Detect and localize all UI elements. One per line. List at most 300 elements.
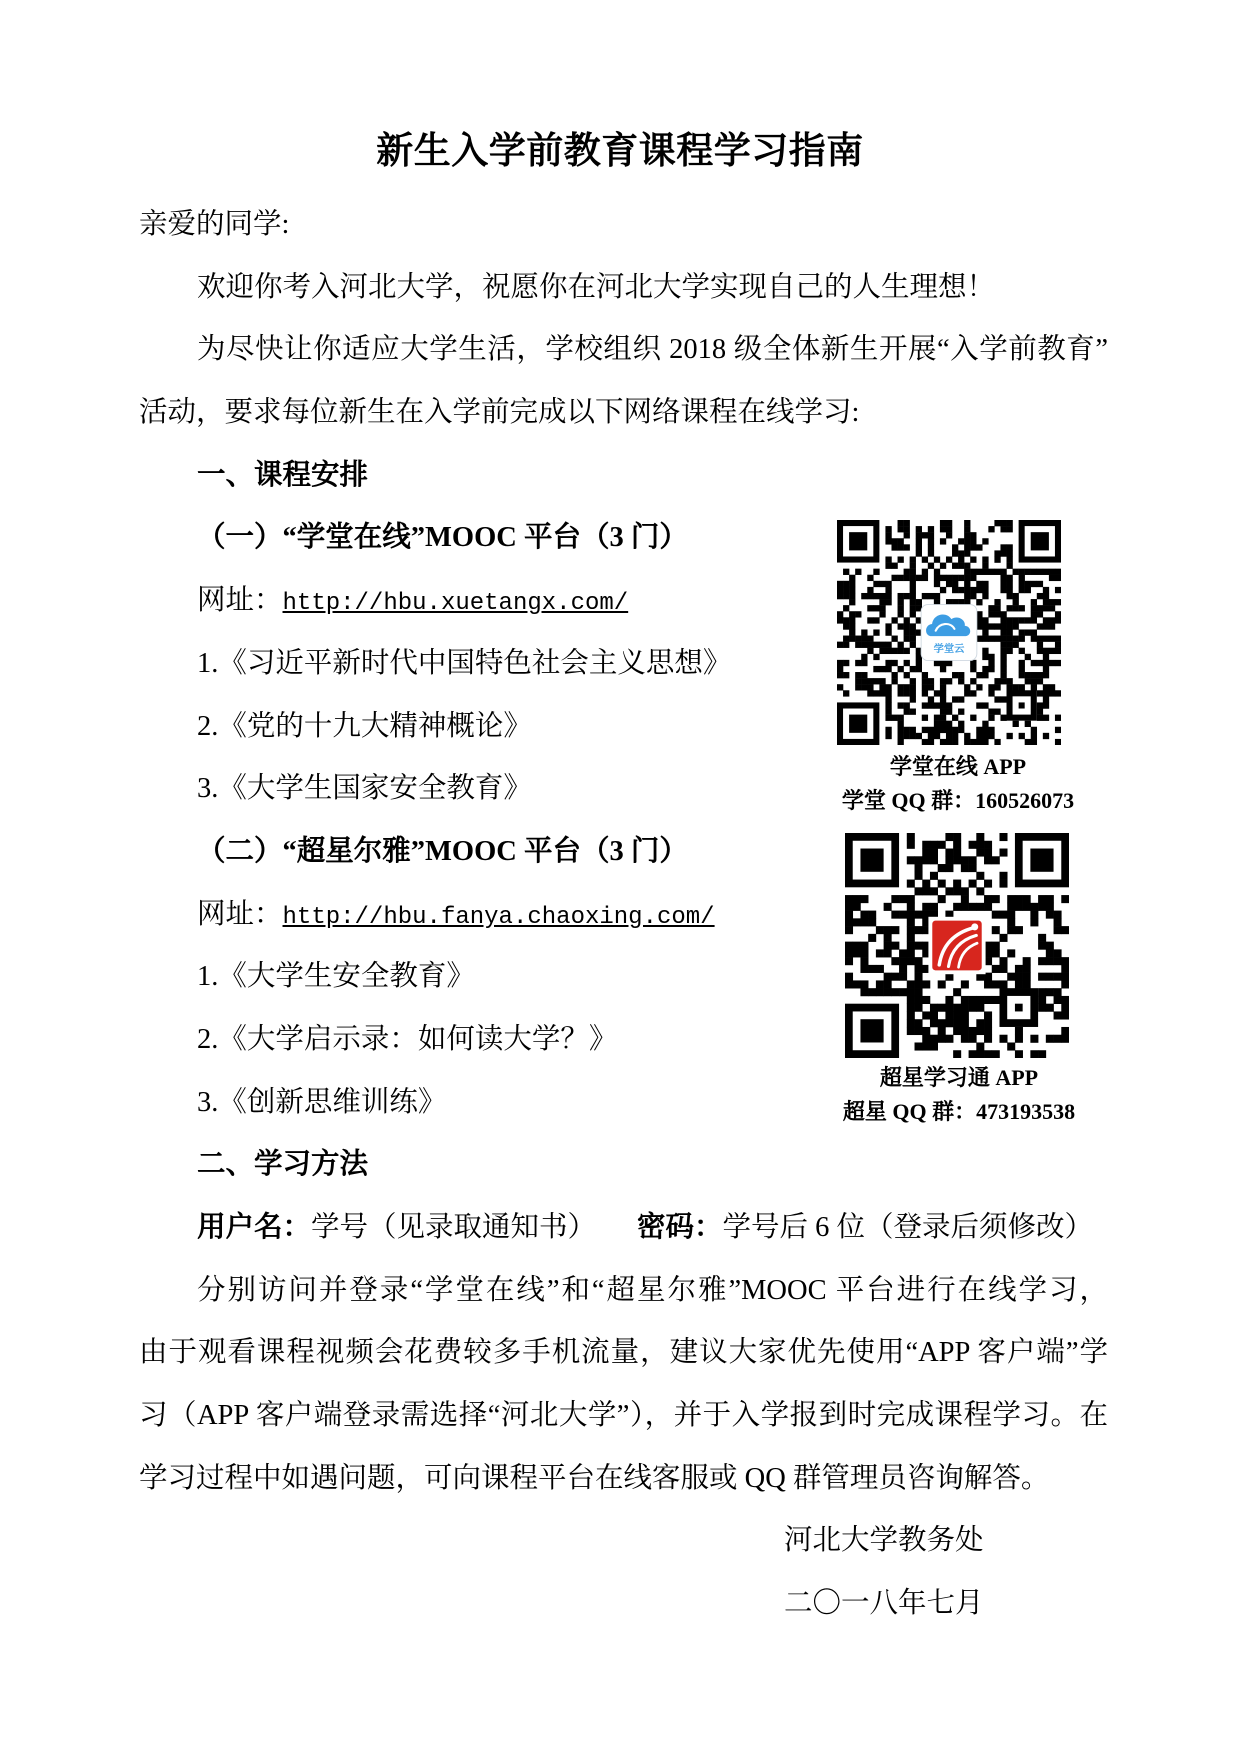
qr-module <box>1061 1027 1069 1035</box>
qr-module <box>953 1019 961 1027</box>
qr-module <box>915 957 923 965</box>
qr-module <box>867 648 873 654</box>
qr-module <box>904 660 910 666</box>
qr-module <box>953 1011 961 1019</box>
qr-module <box>934 575 940 581</box>
qr-module <box>904 569 910 575</box>
qr-module <box>922 678 928 684</box>
qr-module <box>964 569 970 575</box>
qr-module <box>928 678 934 684</box>
qr-module <box>1000 696 1006 702</box>
qr-module <box>1007 629 1013 635</box>
qr-module <box>928 733 934 739</box>
qr-module <box>873 678 879 684</box>
qr-module <box>910 563 916 569</box>
xuetangyun-cloud-logo <box>921 605 977 661</box>
qr-module <box>915 1027 923 1035</box>
qr-module <box>910 727 916 733</box>
qr-module <box>904 672 910 678</box>
qr-module <box>891 575 897 581</box>
qr-module <box>999 880 1007 888</box>
qr-module <box>904 526 910 532</box>
qr-module <box>1000 520 1006 526</box>
qr-module <box>1061 996 1069 1004</box>
qr-module <box>1019 605 1025 611</box>
qr-module <box>898 556 904 562</box>
qr-module <box>845 949 853 957</box>
qr-module <box>910 605 916 611</box>
qr-module <box>843 642 849 648</box>
qr-module <box>904 593 910 599</box>
qr-module <box>915 856 923 864</box>
qr-module <box>1000 569 1006 575</box>
qr-module <box>1019 617 1025 623</box>
qr-module <box>994 696 1000 702</box>
qr-module <box>1000 666 1006 672</box>
url-label: 网址： <box>197 585 283 617</box>
qr-module <box>976 1042 984 1050</box>
qr-module <box>853 895 861 903</box>
qr-module <box>1007 642 1013 648</box>
qr-module <box>898 623 904 629</box>
qr-module <box>1007 678 1013 684</box>
qr-module <box>1061 926 1069 934</box>
qr-module <box>930 903 938 911</box>
qr-module <box>910 684 916 690</box>
qr-module <box>1019 587 1025 593</box>
qr-module <box>907 957 915 965</box>
qr-module <box>934 569 940 575</box>
qr-module <box>934 715 940 721</box>
qr-module <box>1054 973 1062 981</box>
qr-module <box>934 556 940 562</box>
qr-module <box>999 833 1007 841</box>
qr-module <box>988 654 994 660</box>
qr-module <box>849 611 855 617</box>
qr-module <box>1015 1050 1023 1058</box>
qr-module <box>843 672 849 678</box>
qr-module <box>988 660 994 666</box>
qr-module <box>982 654 988 660</box>
chaoxing-url-link[interactable]: http://hbu.fanya.chaoxing.com/ <box>282 903 715 931</box>
qr-module <box>891 678 897 684</box>
qr-module <box>861 654 867 660</box>
qr-module <box>1013 642 1019 648</box>
qr-module <box>1055 642 1061 648</box>
qr-module <box>999 934 1007 942</box>
qr-module <box>1000 678 1006 684</box>
qr-module <box>961 996 969 1004</box>
qr-module <box>907 942 915 950</box>
qr-module <box>952 581 958 587</box>
qr-module <box>945 1019 953 1027</box>
qr-module <box>964 684 970 690</box>
qr-module <box>845 918 853 926</box>
qr-module <box>1055 569 1061 575</box>
qr-module <box>899 973 907 981</box>
qr-module <box>945 1035 953 1043</box>
qr-module <box>891 660 897 666</box>
qr-module <box>928 532 934 538</box>
qr-finder-center <box>849 532 867 550</box>
qr-module <box>1043 654 1049 660</box>
qr-module <box>885 629 891 635</box>
qr-module <box>970 532 976 538</box>
qr-module <box>952 575 958 581</box>
qr-module <box>982 672 988 678</box>
qr-module <box>922 532 928 538</box>
qr-module <box>873 642 879 648</box>
qr-module <box>999 957 1007 965</box>
qr-module <box>861 660 867 666</box>
intro-line: 为尽快让你适应大学生活，学校组织 2018 级全体新生开展“入学前教育” <box>197 334 1108 366</box>
qr-module <box>988 636 994 642</box>
qr-module <box>982 733 988 739</box>
qr-module <box>891 636 897 642</box>
qr-module <box>898 544 904 550</box>
qr-module <box>922 702 928 708</box>
qr-module <box>885 660 891 666</box>
qr-module <box>994 569 1000 575</box>
qr-module <box>994 678 1000 684</box>
qr-module <box>992 926 1000 934</box>
qr-module <box>999 980 1007 988</box>
document-title: 新生入学前教育课程学习指南 <box>376 131 864 172</box>
qr-module <box>1000 550 1006 556</box>
qr-module <box>876 980 884 988</box>
qr-module <box>984 996 992 1004</box>
qr-module <box>1043 648 1049 654</box>
qr-module <box>843 593 849 599</box>
qr-module <box>953 988 961 996</box>
qr-module <box>945 1011 953 1019</box>
qr-module <box>1023 957 1031 965</box>
qr-module <box>928 684 934 690</box>
qr-module <box>1019 733 1025 739</box>
qr-module <box>898 727 904 733</box>
qr-module <box>1007 926 1015 934</box>
qr-module <box>953 903 961 911</box>
qr-module <box>961 856 969 864</box>
qr-alignment-center <box>1019 702 1025 708</box>
qr-module <box>861 684 867 690</box>
qr-module <box>1019 660 1025 666</box>
qr-module <box>982 727 988 733</box>
qr-module <box>940 715 946 721</box>
qr-module <box>940 702 946 708</box>
qr-module <box>928 739 934 745</box>
qr-module <box>984 1050 992 1058</box>
qr-module <box>1061 973 1069 981</box>
qr-module <box>867 617 873 623</box>
qr-module <box>1025 654 1031 660</box>
qr-module <box>849 581 855 587</box>
qr-module <box>860 988 868 996</box>
qr-module <box>855 660 861 666</box>
qr-module <box>885 593 891 599</box>
qr-module <box>1025 672 1031 678</box>
qr-module <box>885 696 891 702</box>
qr-module <box>1037 702 1043 708</box>
qr-module <box>867 642 873 648</box>
qr-module <box>928 550 934 556</box>
course-item: 2.《大学启示录：如何读大学？》 <box>197 1023 618 1055</box>
qr-module <box>916 575 922 581</box>
qr-module <box>885 702 891 708</box>
qr-module <box>946 721 952 727</box>
credentials-row <box>139 1197 1108 1260</box>
qr-module <box>1043 569 1049 575</box>
qr-module <box>1043 593 1049 599</box>
qr-module <box>868 988 876 996</box>
qr-module <box>992 942 1000 950</box>
qr-module <box>861 636 867 642</box>
qr-module <box>970 678 976 684</box>
signature-date: 二〇一八年七月 <box>784 1588 984 1620</box>
qr-module <box>1000 636 1006 642</box>
qr-module <box>930 887 938 895</box>
qr-module <box>1046 911 1054 919</box>
qr-module <box>904 629 910 635</box>
qr-module <box>976 599 982 605</box>
qr-module <box>861 678 867 684</box>
qr-module <box>837 581 843 587</box>
logo-text: 学堂云 <box>933 642 965 655</box>
xuetangx-url-link[interactable]: http://hbu.xuetangx.com/ <box>282 590 629 618</box>
qr-module <box>1000 672 1006 678</box>
qr-module <box>1037 709 1043 715</box>
qr-module <box>1061 1011 1069 1019</box>
qr-module <box>1037 605 1043 611</box>
qr-module <box>992 895 1000 903</box>
qr-module <box>976 569 982 575</box>
qr-module <box>1007 544 1013 550</box>
qr-module <box>884 980 892 988</box>
qr-module <box>1025 569 1031 575</box>
qr-module <box>1019 569 1025 575</box>
qr-module <box>1049 605 1055 611</box>
qr-module <box>1038 1050 1046 1058</box>
qr-module <box>994 684 1000 690</box>
chaoxing-qq-caption: 超星 QQ 群：473193538 <box>842 1099 1076 1124</box>
qr-module <box>867 587 873 593</box>
qr-module <box>940 520 946 526</box>
qr-module <box>930 849 938 857</box>
xuetang-qr-code <box>837 520 1061 745</box>
qr-module <box>958 672 964 678</box>
qr-module <box>899 988 907 996</box>
qr-module <box>1015 1035 1023 1043</box>
qr-module <box>855 672 861 678</box>
qr-module <box>1031 678 1037 684</box>
qr-module <box>946 733 952 739</box>
qr-module <box>849 593 855 599</box>
qr-module <box>946 520 952 526</box>
salutation: 亲爱的同学: <box>139 209 290 240</box>
chaoxing-qr-image <box>845 833 1069 1058</box>
qr-module <box>976 872 984 880</box>
qr-module <box>868 918 876 926</box>
qr-module <box>910 575 916 581</box>
qr-module <box>907 1004 915 1012</box>
qr-module <box>1007 973 1015 981</box>
qr-module <box>1037 648 1043 654</box>
qr-module <box>860 911 868 919</box>
qr-module <box>885 684 891 690</box>
qr-module <box>970 666 976 672</box>
qr-module <box>1038 996 1046 1004</box>
qr-module <box>1054 1035 1062 1043</box>
qr-module <box>891 617 897 623</box>
qr-module <box>945 1004 953 1012</box>
qr-module <box>969 1004 977 1012</box>
qr-module <box>1043 617 1049 623</box>
qr-module <box>1055 715 1061 721</box>
qr-module <box>1019 648 1025 654</box>
qr-module <box>1031 684 1037 690</box>
qr-module <box>984 1011 992 1019</box>
qr-module <box>1054 949 1062 957</box>
password-label: 密码： <box>637 1212 723 1243</box>
qr-module <box>915 973 923 981</box>
qr-module <box>845 957 853 965</box>
qr-module <box>910 599 916 605</box>
username-info <box>197 1197 637 1260</box>
qr-module <box>1046 949 1054 957</box>
qr-module <box>915 911 923 919</box>
qr-module <box>885 666 891 672</box>
qr-module <box>1019 575 1025 581</box>
qr-module <box>843 581 849 587</box>
qr-module <box>1055 587 1061 593</box>
qr-module <box>958 709 964 715</box>
qr-module <box>922 980 930 988</box>
qr-module <box>904 648 910 654</box>
qr-module <box>898 520 904 526</box>
qr-module <box>946 526 952 532</box>
qr-module <box>1000 629 1006 635</box>
qr-module <box>1013 605 1019 611</box>
qr-module <box>879 684 885 690</box>
username-label: 用户名： <box>197 1212 312 1243</box>
qr-module <box>879 611 885 617</box>
qr-module <box>853 980 861 988</box>
chaoxing-qr-code <box>845 833 1069 1058</box>
qr-module <box>845 980 853 988</box>
qr-module <box>994 611 1000 617</box>
qr-module <box>873 629 879 635</box>
section-heading-study-method: 二、学习方法 <box>197 1149 369 1181</box>
qr-module <box>916 599 922 605</box>
qr-module <box>922 739 928 745</box>
qr-module <box>885 623 891 629</box>
qr-module <box>1038 988 1046 996</box>
qr-module <box>1013 684 1019 690</box>
qr-module <box>946 581 952 587</box>
qr-module <box>1007 556 1013 562</box>
qr-module <box>922 903 930 911</box>
qr-module <box>891 926 899 934</box>
qr-module <box>1055 648 1061 654</box>
qr-module <box>873 569 879 575</box>
qr-module <box>1061 965 1069 973</box>
qr-module <box>907 911 915 919</box>
qr-module <box>1007 623 1013 629</box>
qr-module <box>873 605 879 611</box>
qr-module <box>1000 581 1006 587</box>
qr-module <box>861 629 867 635</box>
qr-module <box>1013 599 1019 605</box>
qr-module <box>861 642 867 648</box>
qr-module <box>898 715 904 721</box>
qr-module <box>885 563 891 569</box>
qr-module <box>899 895 907 903</box>
qr-module <box>930 872 938 880</box>
qr-module <box>855 636 861 642</box>
qr-module <box>1037 636 1043 642</box>
qr-module <box>1049 599 1055 605</box>
qr-module <box>928 538 934 544</box>
course-item: 2.《党的十九大精神概论》 <box>197 710 532 742</box>
qr-module <box>1015 903 1023 911</box>
qr-module <box>976 1050 984 1058</box>
qr-module <box>940 563 946 569</box>
qr-module <box>899 957 907 965</box>
qr-module <box>1007 648 1013 654</box>
qr-module <box>952 696 958 702</box>
qr-module <box>1049 660 1055 666</box>
qr-module <box>982 569 988 575</box>
qr-module <box>907 926 915 934</box>
qr-module <box>915 1004 923 1012</box>
qr-module <box>907 996 915 1004</box>
qr-module <box>946 532 952 538</box>
qr-finder-center <box>860 849 883 872</box>
qr-module <box>958 678 964 684</box>
qr-module <box>952 544 958 550</box>
qr-module <box>915 864 923 872</box>
qr-module <box>1049 648 1055 654</box>
qr-module <box>1037 593 1043 599</box>
qr-module <box>898 642 904 648</box>
qr-module <box>876 965 884 973</box>
qr-module <box>922 569 928 575</box>
qr-module <box>1019 684 1025 690</box>
qr-module <box>969 1050 977 1058</box>
qr-module <box>891 895 899 903</box>
qr-module <box>1007 918 1015 926</box>
qr-module <box>940 575 946 581</box>
qr-module <box>907 934 915 942</box>
qr-module <box>860 895 868 903</box>
qr-module <box>1055 660 1061 666</box>
qr-module <box>984 880 992 888</box>
qr-module <box>860 949 868 957</box>
method-paragraph-line: 分别访问并登录“学堂在线”和“超星尔雅”MOOC 平台进行在线学习， <box>197 1274 1108 1306</box>
qr-module <box>988 727 994 733</box>
qr-module <box>1000 617 1006 623</box>
qr-module <box>928 702 934 708</box>
qr-module <box>953 856 961 864</box>
course-item: 3.《大学生国家安全教育》 <box>197 773 532 805</box>
qr-module <box>970 544 976 550</box>
qr-module <box>994 556 1000 562</box>
qr-module <box>930 1019 938 1027</box>
qr-module <box>1015 980 1023 988</box>
qr-module <box>1049 575 1055 581</box>
qr-module <box>849 599 855 605</box>
qr-module <box>1019 636 1025 642</box>
